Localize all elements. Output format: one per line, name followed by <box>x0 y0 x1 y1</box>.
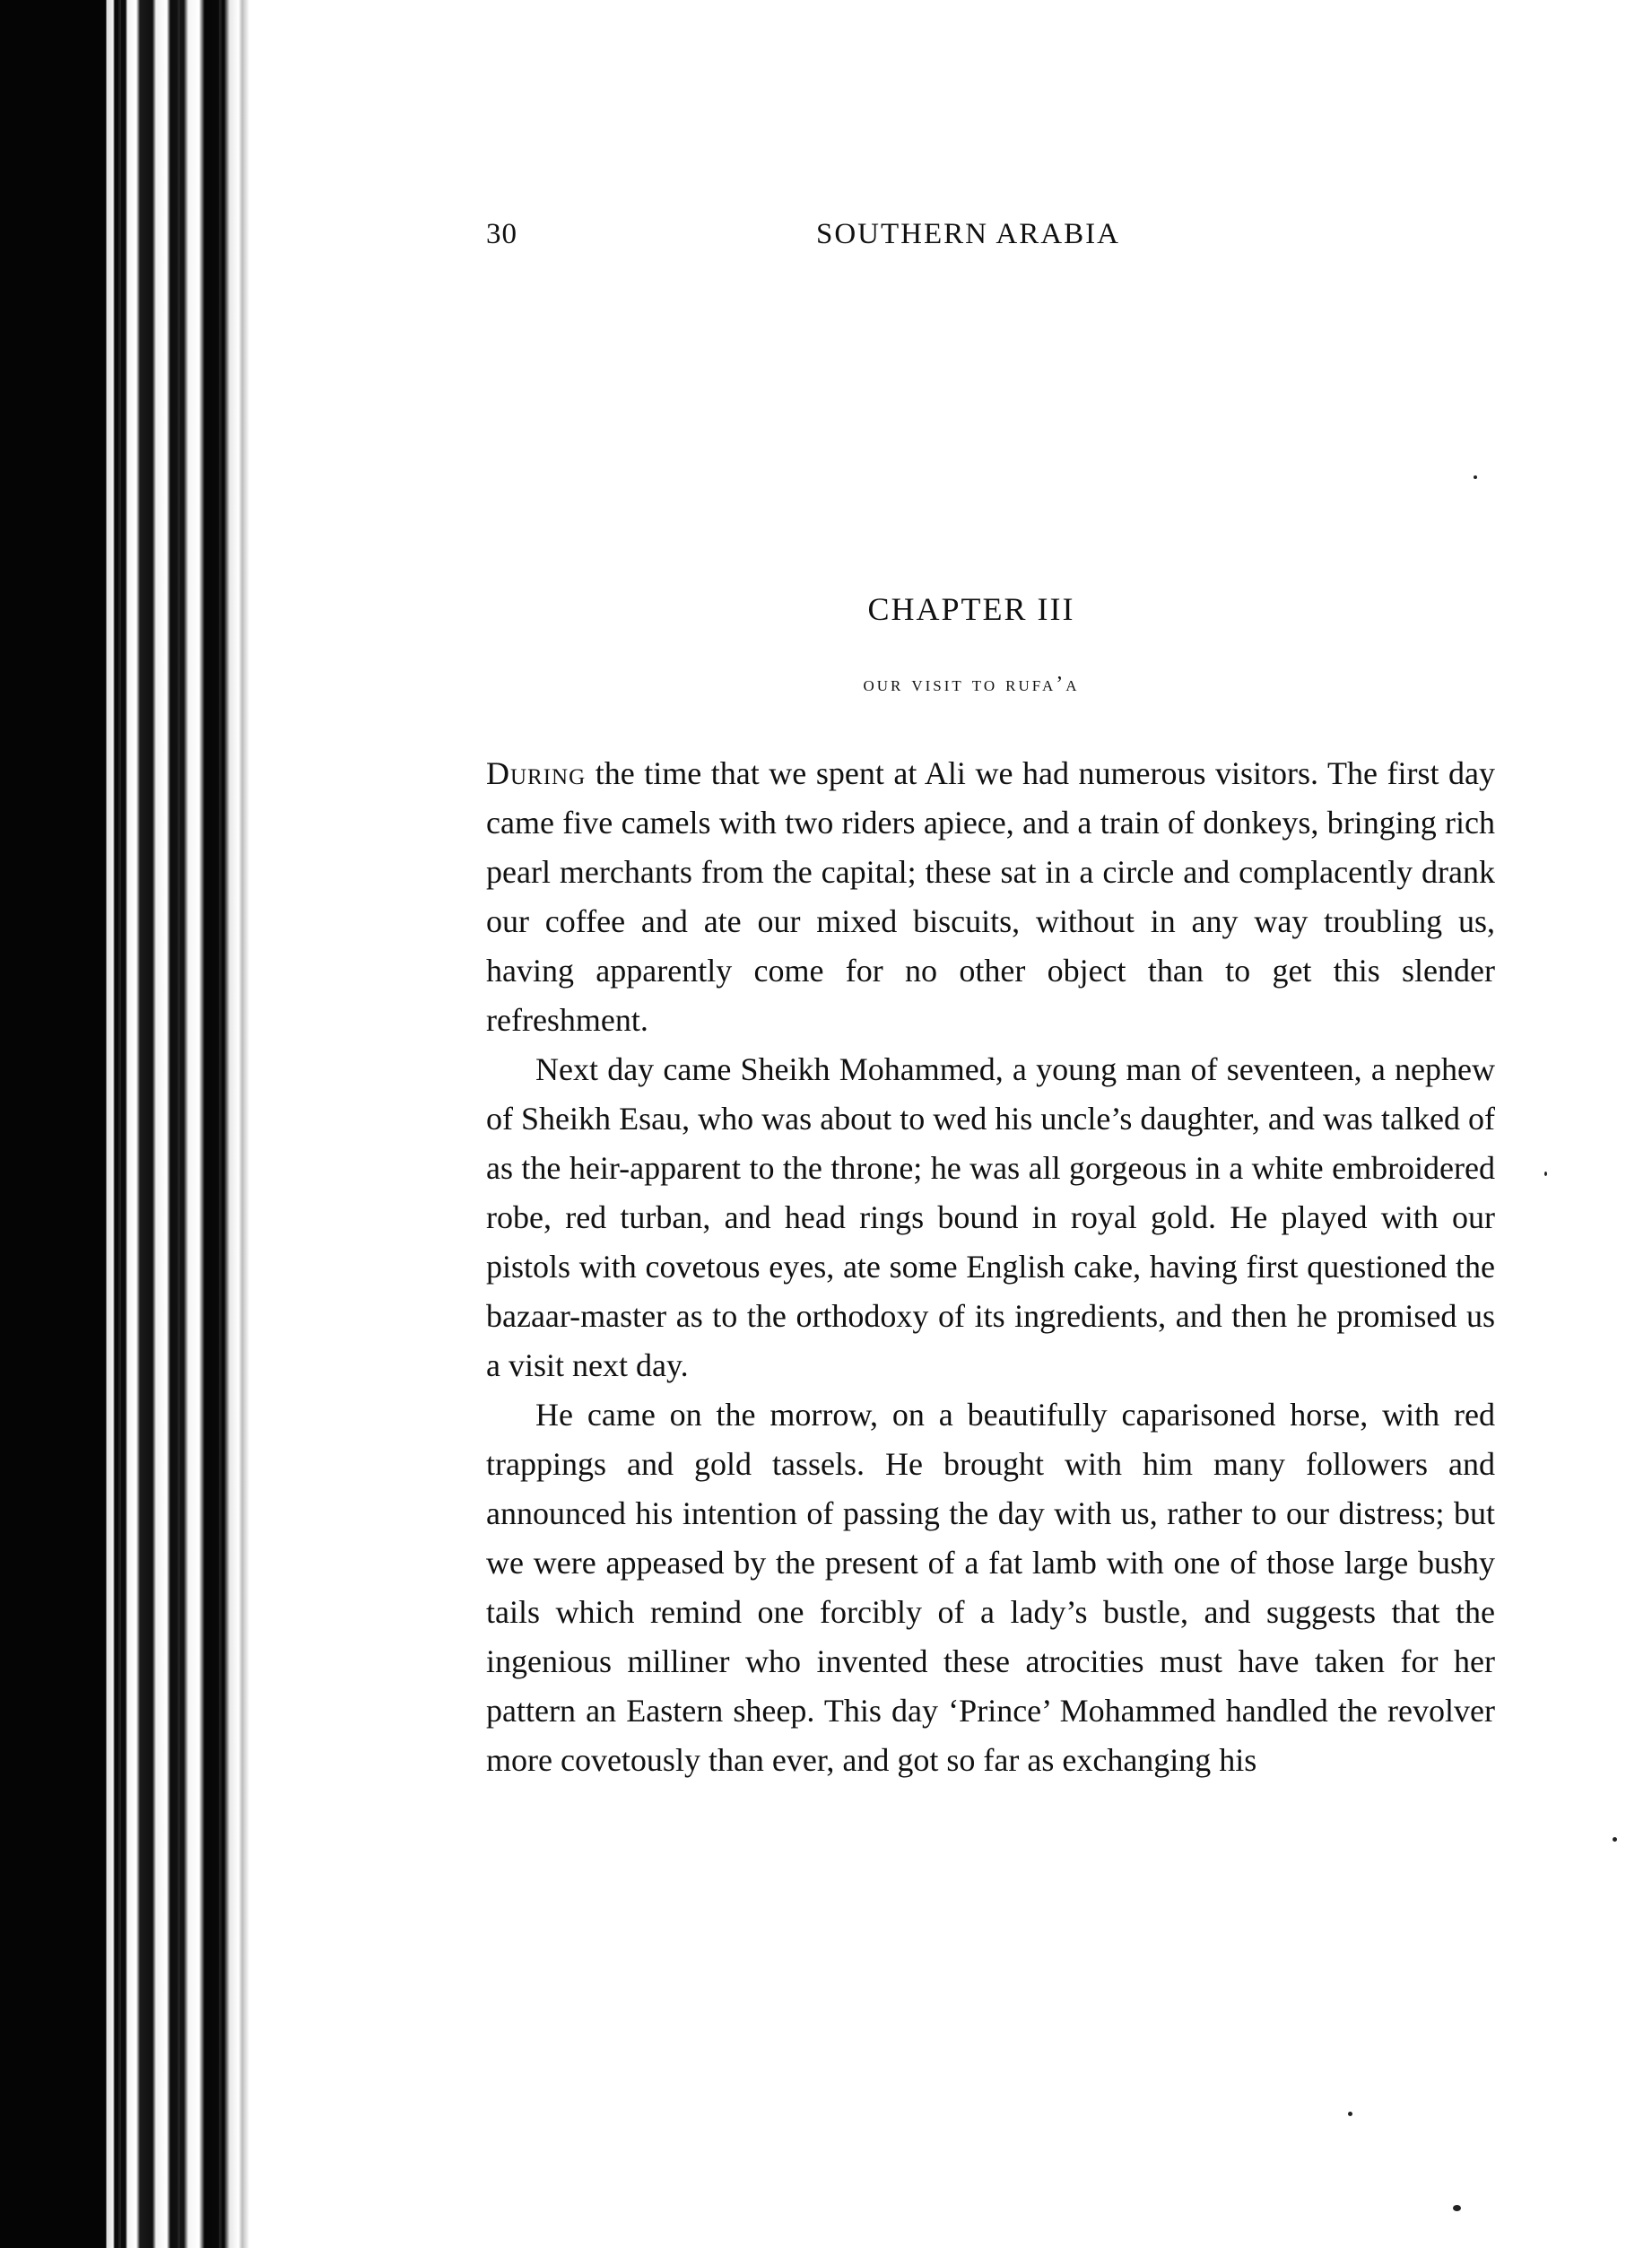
scan-speck <box>1348 2112 1352 2116</box>
scanned-binding-edge <box>0 0 256 2248</box>
scan-speck <box>1474 475 1477 479</box>
binding-streak <box>118 0 121 2248</box>
scan-speck <box>1613 1837 1617 1842</box>
paragraph <box>486 749 1495 1045</box>
paragraph: He came on the morrow, on a beautifully caparisoned horse, with red trappings and gold tassels. He brought with him many followers and announced his intention of passing the day with us, rather to our distress; but we were appeased by the present of a fat lamb with one of those large bushy tails which remind one forcibly of a lady’s bustle, and suggests that the ingenious milliner who invented these atrocities must have taken for her pattern an Eastern sheep. This day ‘Prince’ Mohammed handled the revolver more covetously than ever, and got so far as exchanging his <box>486 1397 1495 1778</box>
scan-speck <box>1453 2205 1461 2211</box>
chapter-title: CHAPTER III <box>867 591 1075 627</box>
page-number: 30 <box>486 218 517 250</box>
chapter-subtitle: our visit to rufa’a <box>863 673 1080 696</box>
drop-lead-word: During <box>486 755 587 791</box>
paragraph: Next day came Sheikh Mohammed, a young man of seventeen, a nephew of Sheikh Esau, who was about to wed his uncle’s daughter, and was talked of as the heir-apparent to the throne; he was all gorgeous in a white embroidered robe, red turban, and head rings bound in royal gold. He played with our pistols with covetous eyes, ate some English cake, having first questioned the bazaar-master as to the orthodoxy of its ingredients, and then he promised us a visit next day. <box>486 1051 1495 1383</box>
scan-speck <box>1544 1172 1547 1176</box>
binding-streak <box>178 0 180 2248</box>
paragraph-text: the time that we spent at Ali we had numerous visitors. The first day came five camels with two riders apiece, and a train of donkeys, bringing rich pearl merchants from the capital; these sat in a circle and complacently drank our coffee and ate our mixed biscuits, without in any way troubling us, having apparently come for no other object than to get this slender refreshment. <box>486 755 1495 1038</box>
binding-streak <box>219 0 222 2248</box>
running-head: SOUTHERN ARABIA <box>816 218 1120 250</box>
body-text <box>486 749 1495 1785</box>
